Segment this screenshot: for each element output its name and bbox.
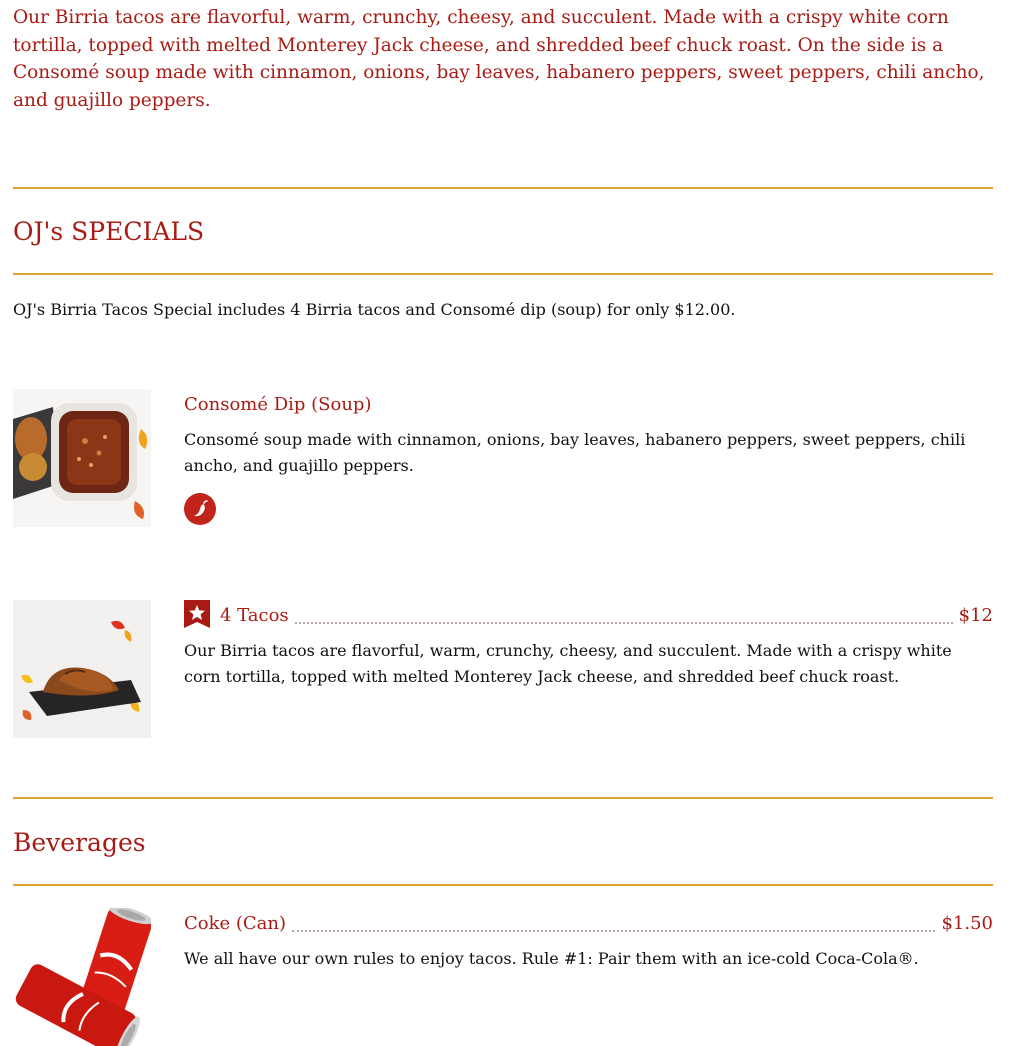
item-description: Consomé soup made with cinnamon, onions, bay leaves, habanero peppers, sweet peppers, chili ancho, and guajillo peppers. [184,430,966,475]
item-name[interactable]: Coke (Can) [184,913,287,934]
section-divider [13,797,993,799]
item-name[interactable]: 4 Tacos [220,605,289,626]
item-price: $12 [958,605,993,626]
section-divider [13,273,993,275]
item-description: Our Birria tacos are flavorful, warm, crunchy, cheesy, and succulent. Made with a crispy white corn tortilla, topped with melted Monterey Jack cheese, and shredded beef chuck roast. [184,641,952,686]
coke-can-photo[interactable] [13,908,151,1046]
tacos-photo[interactable] [13,600,151,738]
item-description: We all have our own rules to enjoy tacos. Rule #1: Pair them with an ice-cold Coca-Cola®. [184,949,919,968]
section-divider [13,187,993,189]
intro-description: Our Birria tacos are flavorful, warm, crunchy, cheesy, and succulent. Made with a crispy white corn tortilla, topped with melted Monterey Jack cheese, and shredded beef chuck roast. On the side is a Consomé soup made with cinnamon, onions, bay leaves, habanero peppers, sweet peppers, chili ancho, and guajillo peppers. [13,7,985,111]
chili-pepper-icon [184,493,216,525]
beverages-section-title: Beverages [13,828,146,857]
consome-dip-photo[interactable] [13,389,151,527]
specials-section-title: OJ's SPECIALS [13,217,205,246]
menu-item-consome-dip[interactable] [13,389,993,539]
specials-section-description: OJ's Birria Tacos Special includes 4 Birria tacos and Consomé dip (soup) for only $12.00. [13,300,736,319]
menu-item-coke-can[interactable] [13,908,993,1045]
menu-item-4-tacos[interactable] [13,600,993,740]
item-name[interactable]: Consomé Dip (Soup) [184,394,372,415]
item-price: $1.50 [941,913,993,934]
price-leader-dots [295,622,953,624]
price-leader-dots [292,930,935,932]
featured-star-icon [184,600,210,628]
section-divider [13,884,993,886]
